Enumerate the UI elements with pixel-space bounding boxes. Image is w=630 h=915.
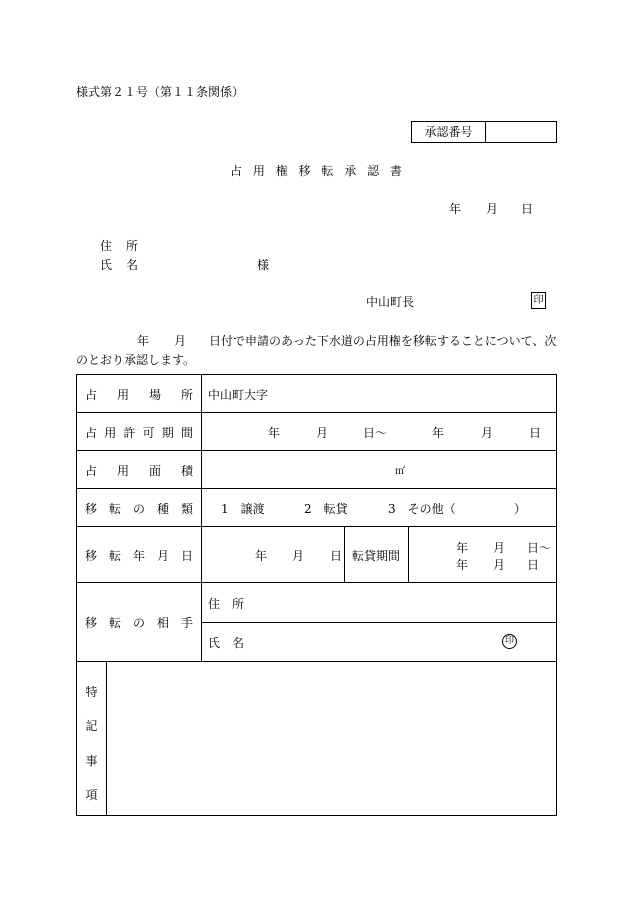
- period-start-year[interactable]: 年: [268, 426, 281, 440]
- row-divider: [201, 622, 556, 623]
- addressee-name-label: 氏 名: [100, 258, 138, 272]
- column-divider: [106, 661, 107, 815]
- body-year: 年: [137, 334, 150, 348]
- sublease-start-month[interactable]: 月: [493, 541, 506, 555]
- body-month: 月: [174, 334, 187, 348]
- document-title: [230, 162, 402, 179]
- sublease-end-year[interactable]: 年: [456, 558, 469, 572]
- approval-number-box: [411, 121, 557, 143]
- row-divider: [77, 412, 556, 413]
- issuer-title: 中山町長: [366, 295, 415, 309]
- title-char: 移: [298, 164, 311, 178]
- period-end-day[interactable]: 日: [529, 426, 542, 440]
- row-divider: [77, 526, 556, 527]
- seal-stamp-icon: 印: [531, 292, 546, 309]
- notes-label: 特 記 事 項: [85, 685, 98, 802]
- title-char: 書: [389, 164, 402, 178]
- transfer-date-label: 移 転 年 月 日: [85, 549, 193, 563]
- place-value[interactable]: 中山町大字: [208, 388, 269, 402]
- place-label: 占 用 場 所: [85, 388, 193, 402]
- title-char: 承: [344, 164, 357, 178]
- area-label: 占 用 面 積: [85, 464, 193, 478]
- date-month: 月: [486, 202, 499, 216]
- period-start-month[interactable]: 月: [316, 426, 329, 440]
- sublease-start-year[interactable]: 年: [456, 541, 469, 555]
- type-option-close-paren: ）: [514, 502, 527, 516]
- transfer-date-day[interactable]: 日: [330, 549, 343, 563]
- application-table: [76, 374, 557, 816]
- honorific: 様: [257, 258, 270, 272]
- sublease-end-month[interactable]: 月: [493, 558, 506, 572]
- notes-field[interactable]: [108, 663, 554, 813]
- area-unit[interactable]: ㎡: [395, 466, 405, 477]
- transfer-type-label: 移 転 の 種 類: [85, 502, 193, 516]
- date-day: 日: [521, 202, 534, 216]
- sublease-period-label: 転貸期間: [352, 549, 401, 563]
- type-option-transfer[interactable]: 1 譲渡: [221, 502, 265, 516]
- period-start-day[interactable]: 日〜: [363, 426, 388, 440]
- column-divider: [344, 526, 345, 582]
- title-char: 権: [275, 164, 288, 178]
- approval-number-label: 承認番号: [412, 122, 486, 142]
- column-divider: [201, 375, 202, 661]
- transfer-date-month[interactable]: 月: [292, 549, 305, 563]
- body-text-line1: 日付で申請のあった下水道の占用権を移転することについて、次: [209, 334, 557, 348]
- title-char: 用: [252, 164, 265, 178]
- addressee-address-label: 住 所: [100, 239, 138, 253]
- row-divider: [77, 450, 556, 451]
- type-option-other[interactable]: 3 その他（: [388, 502, 456, 516]
- sublease-end-day[interactable]: 日: [527, 558, 540, 572]
- form-number: 様式第２１号（第１１条関係）: [76, 85, 245, 99]
- date-year: 年: [449, 202, 462, 216]
- sublease-start-day[interactable]: 日〜: [527, 541, 552, 555]
- title-char: 認: [367, 164, 380, 178]
- type-option-sublease[interactable]: 2 転貸: [304, 502, 348, 516]
- counterparty-seal-icon: 印: [502, 634, 517, 649]
- counterparty-label: 移 転 の 相 手: [85, 616, 193, 630]
- title-char: 転: [321, 164, 334, 178]
- row-divider: [77, 661, 556, 662]
- column-divider: [408, 526, 409, 582]
- row-divider: [77, 582, 556, 583]
- period-label: 占 用 許 可 期 間: [85, 426, 193, 440]
- title-char: 占: [230, 164, 243, 178]
- period-end-month[interactable]: 月: [481, 426, 494, 440]
- row-divider: [77, 488, 556, 489]
- transfer-date-year[interactable]: 年: [255, 549, 268, 563]
- counterparty-address-label: 住 所: [208, 597, 244, 611]
- period-end-year[interactable]: 年: [432, 426, 445, 440]
- counterparty-name-label: 氏 名: [208, 636, 244, 650]
- body-text-line2: のとおり承認します。: [76, 353, 196, 367]
